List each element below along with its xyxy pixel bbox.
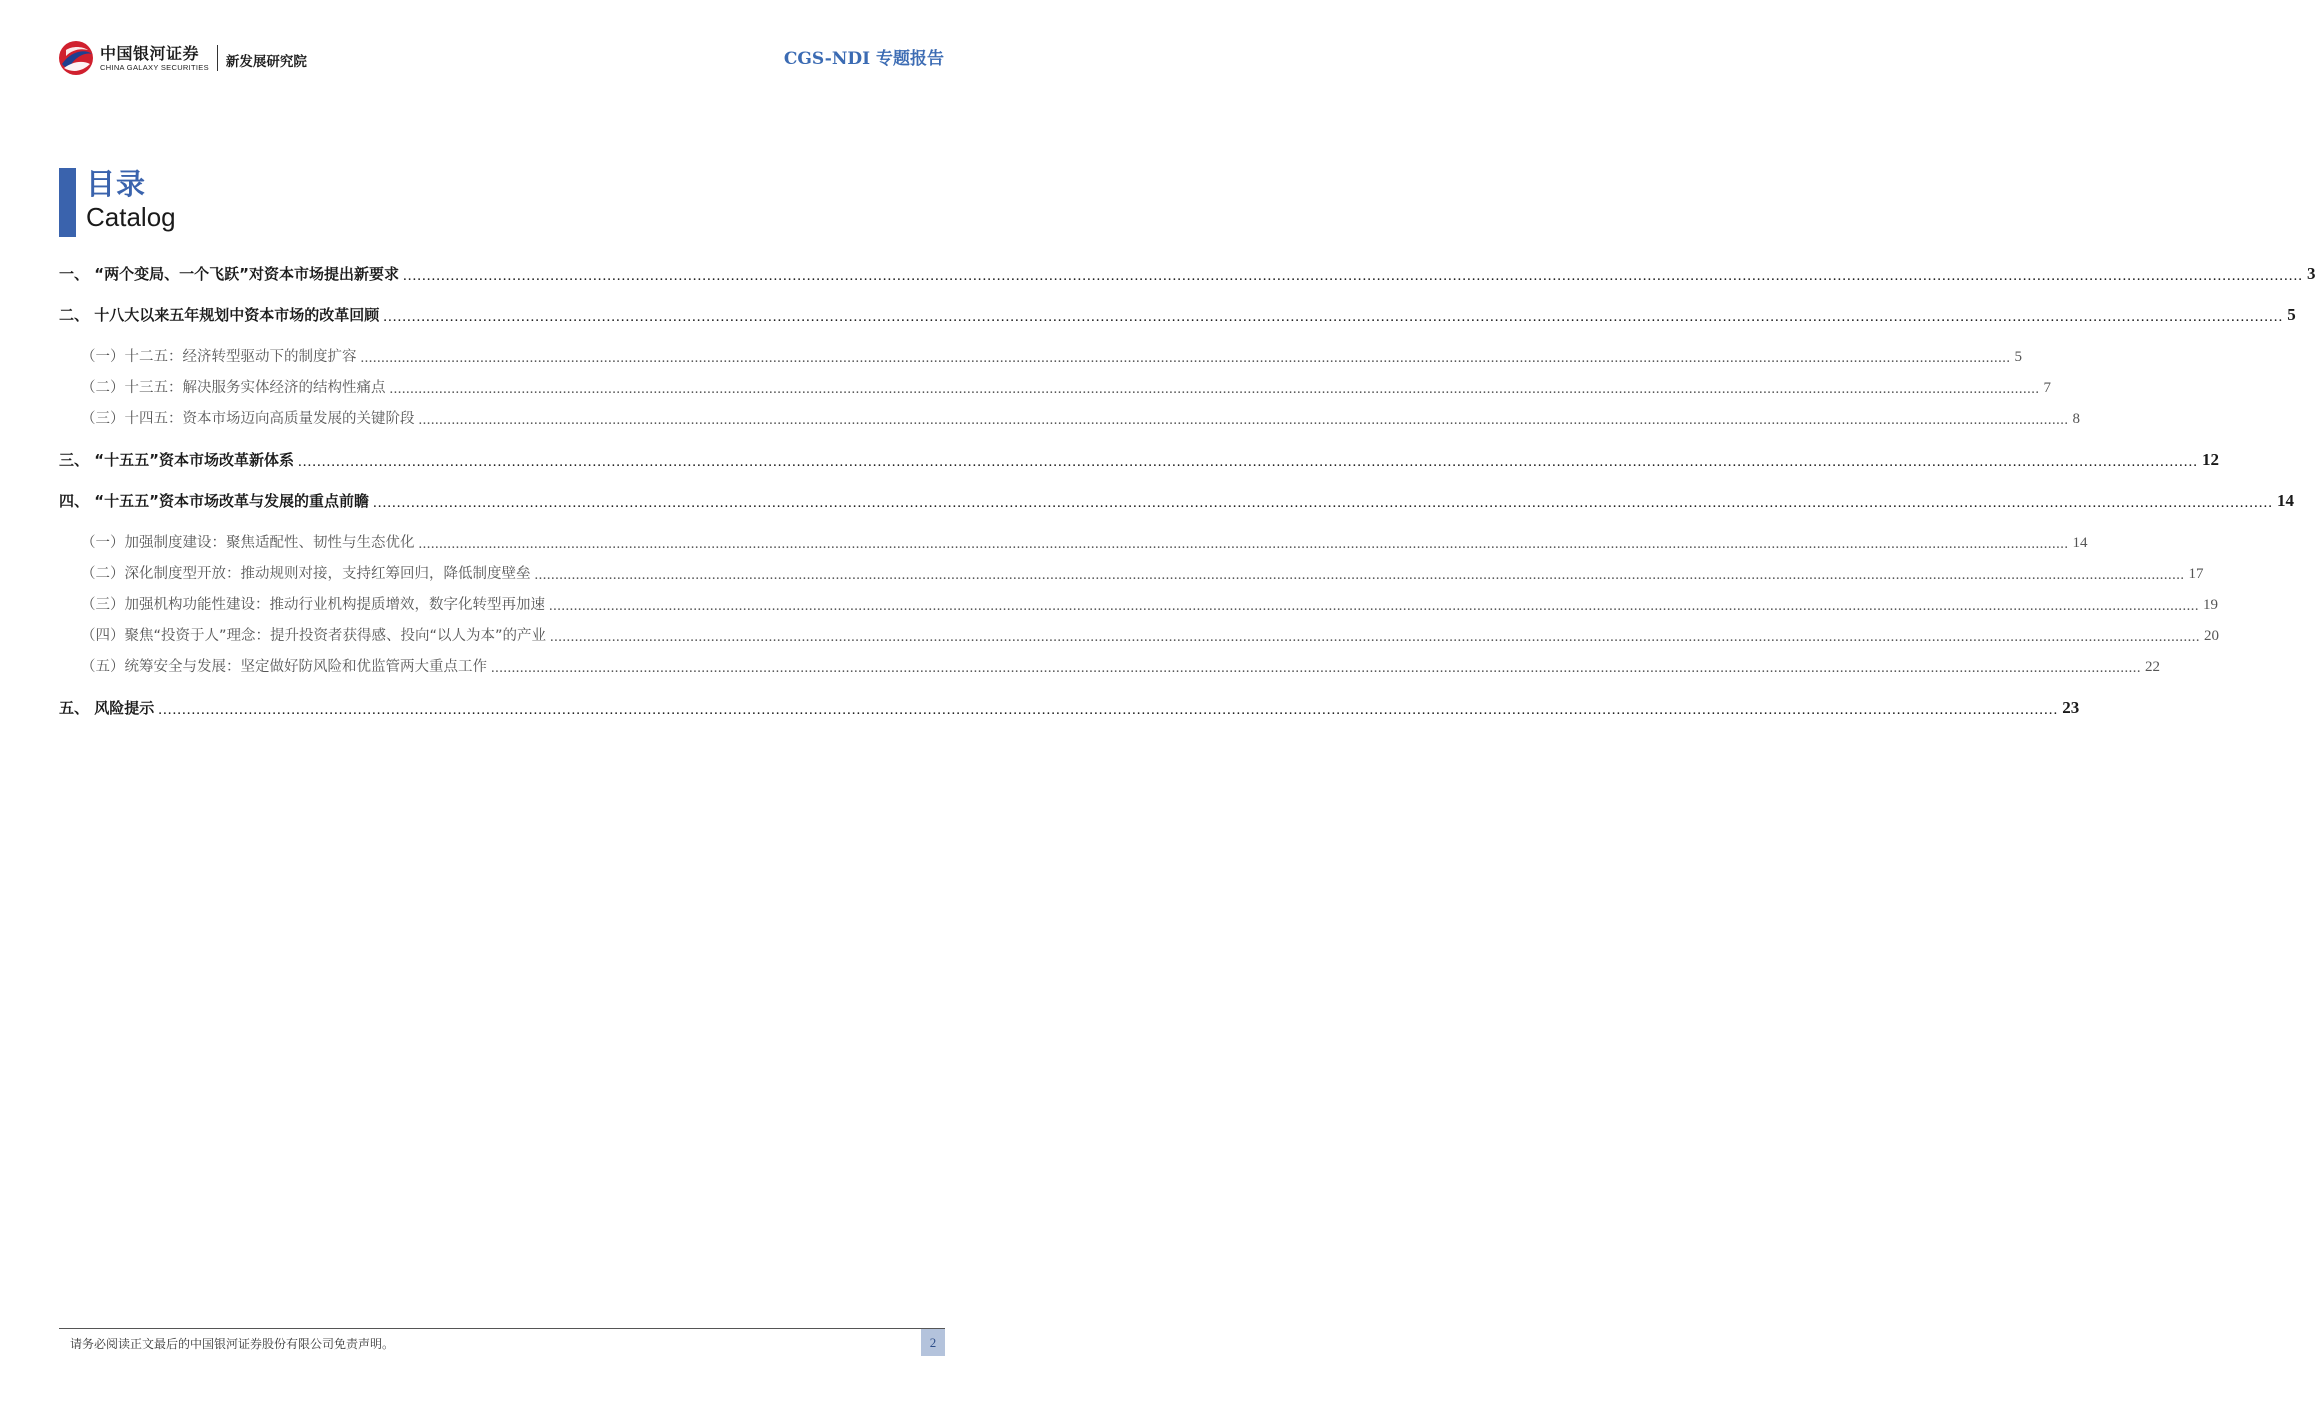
toc-entry-label: （三）十四五：资本市场迈向高质量发展的关键阶段 (81, 411, 415, 427)
report-type-label: CGS-NDI 专题报告 (783, 49, 944, 69)
department-name: 新发展研究院 (225, 54, 307, 70)
title-accent-bar (59, 168, 76, 237)
toc-entry-page: 20 (2204, 628, 2220, 644)
toc-subentry[interactable] (59, 623, 2220, 645)
footer-disclaimer: 请务必阅读正文最后的中国银河证券股份有限公司免责声明。 (70, 1337, 395, 1351)
toc-subentry[interactable] (59, 592, 2218, 614)
toc-entry[interactable] (59, 489, 2294, 511)
toc-entry-label: （二）十三五：解决服务实体经济的结构性痛点 (81, 380, 386, 396)
company-logo (56, 40, 307, 76)
toc-entry-page: 14 (2276, 491, 2294, 510)
toc-entry-label: （二）深化制度型开放：推动规则对接，支持红筹回归，降低制度壁垒 (81, 566, 531, 582)
toc-entry-label: 三、 “十五五”资本市场改革新体系 (59, 451, 294, 469)
toc-dot-leader: ................................................................................................................................................................................................................................................................................................................................................................................................................ (297, 454, 2198, 470)
toc-dot-leader: ................................................................................................................................................................................................................................................................................................................................................................................................................ (389, 381, 2040, 397)
toc-dot-leader: ................................................................................................................................................................................................................................................................................................................................................................................................................ (372, 495, 2273, 511)
toc-entry-page: 5 (2287, 305, 2296, 324)
toc-dot-leader: ................................................................................................................................................................................................................................................................................................................................................................................................................ (534, 567, 2185, 583)
toc-dot-leader: ................................................................................................................................................................................................................................................................................................................................................................................................................ (418, 536, 2069, 552)
toc-entry[interactable] (59, 448, 2219, 470)
toc-entry-page: 8 (2072, 411, 2080, 427)
page-number: 2 (921, 1329, 945, 1356)
galaxy-logo-icon (56, 38, 96, 78)
toc-entry-page: 19 (2203, 597, 2218, 613)
toc-title-chinese: 目录 (86, 167, 147, 201)
toc-entry-label: 二、 十八大以来五年规划中资本市场的改革回顾 (59, 306, 380, 324)
footer-divider (59, 1328, 945, 1329)
toc-entry-label: （四）聚焦“投资于人”理念：提升投资者获得感、投向“以人为本”的产业 (81, 628, 547, 644)
toc-entry-label: （五）统筹安全与发展：坚定做好防风险和优监管两大重点工作 (81, 659, 487, 675)
toc-dot-leader: ................................................................................................................................................................................................................................................................................................................................................................................................................ (491, 660, 2141, 676)
toc-subentry[interactable] (59, 375, 2051, 397)
toc-subentry[interactable] (59, 654, 2160, 676)
toc-entry-label: （一）加强制度建设：聚焦适配性、韧性与生态优化 (81, 535, 415, 551)
toc-entry-page: 3 (2306, 264, 2315, 283)
toc-entry-page: 17 (2188, 566, 2204, 582)
toc-dot-leader: ................................................................................................................................................................................................................................................................................................................................................................................................................ (383, 309, 2284, 325)
toc-entry-page: 5 (2014, 349, 2022, 365)
logo-english-name: CHINA GALAXY SECURITIES (100, 62, 209, 72)
toc-dot-leader: ................................................................................................................................................................................................................................................................................................................................................................................................................ (550, 629, 2201, 645)
toc-entry-page: 12 (2201, 450, 2219, 469)
toc-entry-page: 7 (2043, 380, 2051, 396)
toc-entry-label: （三）加强机构功能性建设：推动行业机构提质增效，数字化转型再加速 (81, 597, 545, 613)
toc-entry-label: （一）十二五：经济转型驱动下的制度扩容 (81, 349, 357, 365)
toc-title-english: Catalog (86, 202, 176, 232)
toc-subentry[interactable] (59, 344, 2022, 366)
toc-subentry[interactable] (59, 406, 2080, 428)
toc-dot-leader: ................................................................................................................................................................................................................................................................................................................................................................................................................ (549, 598, 2199, 614)
toc-entry[interactable] (59, 696, 2080, 718)
logo-chinese-name: 中国银河证券 (100, 43, 200, 63)
toc-entry[interactable] (59, 262, 2315, 284)
toc-dot-leader: ................................................................................................................................................................................................................................................................................................................................................................................................................ (402, 268, 2303, 284)
logo-divider (217, 45, 218, 71)
toc-entry-page: 22 (2145, 659, 2160, 675)
toc-entry-label: 四、 “十五五”资本市场改革与发展的重点前瞻 (59, 492, 369, 510)
toc-entry[interactable] (59, 303, 2296, 325)
toc-dot-leader: ................................................................................................................................................................................................................................................................................................................................................................................................................ (360, 350, 2011, 366)
toc-entry-page: 23 (2062, 698, 2080, 717)
toc-dot-leader: ................................................................................................................................................................................................................................................................................................................................................................................................................ (418, 412, 2069, 428)
toc-subentry[interactable] (59, 561, 2204, 583)
toc-entry-page: 14 (2072, 535, 2088, 551)
toc-entry-label: 一、 “两个变局、一个飞跃”对资本市场提出新要求 (59, 265, 399, 283)
toc-entry-label: 五、 风险提示 (59, 699, 155, 717)
toc-subentry[interactable] (59, 530, 2088, 552)
toc-dot-leader: ................................................................................................................................................................................................................................................................................................................................................................................................................ (158, 702, 2059, 718)
